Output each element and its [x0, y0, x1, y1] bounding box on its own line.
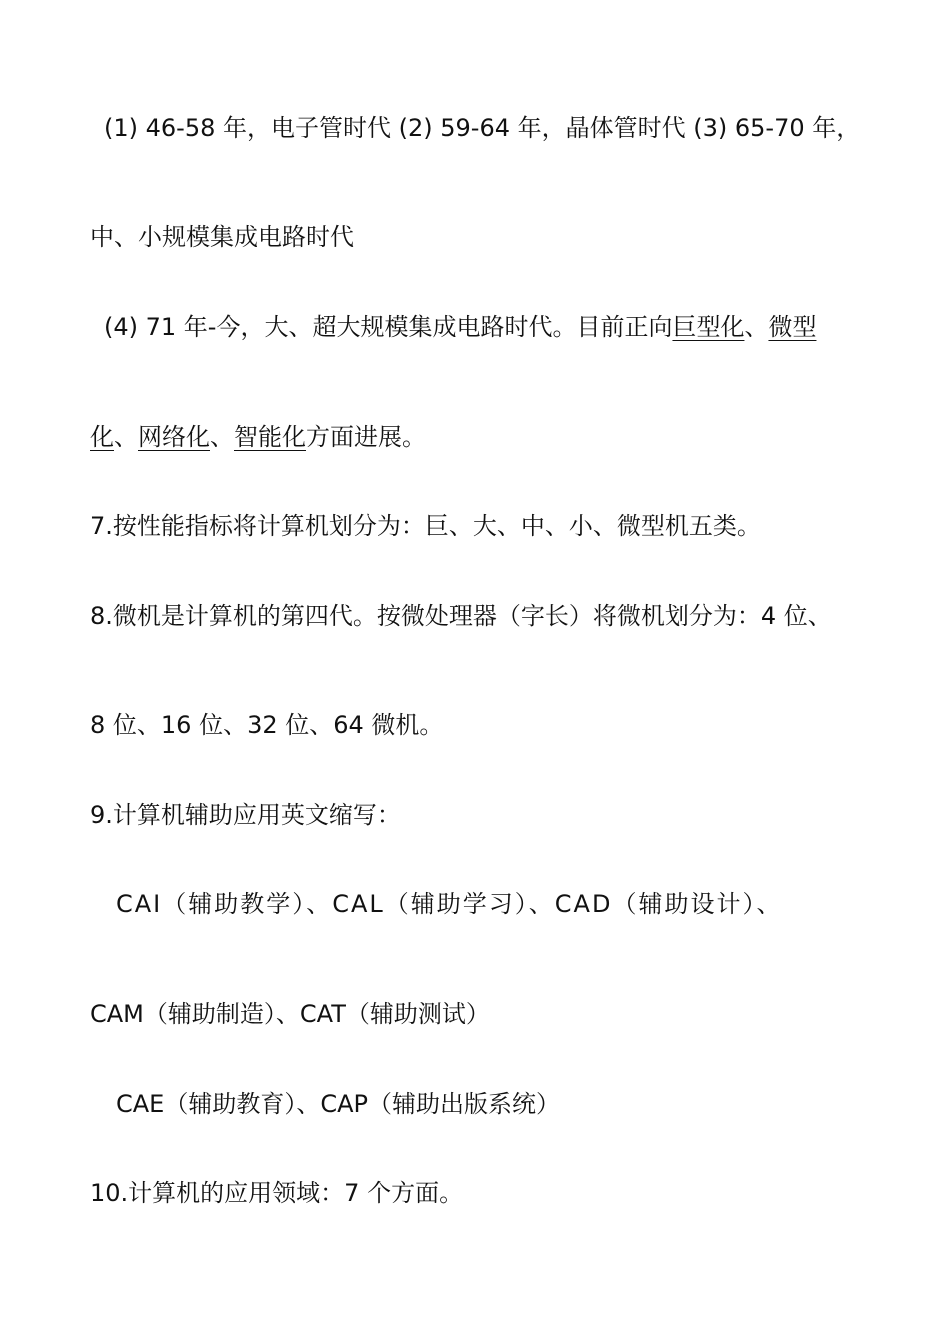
paragraph-line: 8 位、16 位、32 位、64 微机。 — [90, 711, 444, 739]
item-7: 7.按性能指标将计算机划分为：巨、大、中、小、微型机五类。 — [90, 512, 761, 540]
underlined-term: 智能化 — [234, 423, 306, 451]
text-segment: 、 — [744, 313, 769, 341]
text-segment: 方面进展。 — [306, 423, 426, 451]
paragraph-line: CAI（辅助教学）、CAL（辅助学习）、CAD（辅助设计）、 — [116, 890, 783, 918]
paragraph-line: 中、小规模集成电路时代 — [90, 223, 354, 251]
item-8: 8.微机是计算机的第四代。按微处理器（字长）将微机划分为：4 位、 — [90, 602, 832, 630]
text-segment: (4) 71 年-今，大、超大规模集成电路时代。目前正向 — [104, 313, 673, 341]
item-9: 9.计算机辅助应用英文缩写： — [90, 801, 401, 829]
paragraph-line: CAM（辅助制造）、CAT（辅助测试） — [90, 1000, 490, 1028]
paragraph-line: (1) 46-58 年，电子管时代 (2) 59-64 年，晶体管时代 (3) 65-70 年， — [104, 114, 861, 142]
item-10: 10.计算机的应用领域：7 个方面。 — [90, 1179, 464, 1207]
underlined-term: 网络化 — [138, 423, 210, 451]
text-segment: 、 — [210, 423, 234, 451]
paragraph-line — [104, 310, 816, 344]
paragraph-line — [90, 420, 426, 454]
paragraph-line: CAE（辅助教育）、CAP（辅助出版系统） — [116, 1090, 560, 1118]
underlined-term: 化 — [90, 423, 114, 451]
text-segment: 、 — [114, 423, 138, 451]
underlined-term: 巨型化 — [672, 313, 745, 341]
underlined-term: 微型 — [768, 313, 817, 341]
